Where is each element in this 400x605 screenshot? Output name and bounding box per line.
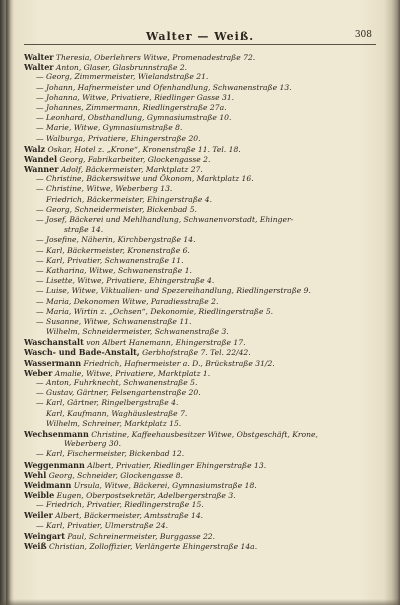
directory-entry	[24, 460, 376, 470]
running-head	[24, 30, 376, 46]
directory-entry	[24, 480, 376, 490]
directory-entry	[24, 205, 376, 215]
entry-surname: Wanner	[24, 164, 59, 175]
entry-text: — Christine, Witwe, Weberberg 13.	[36, 184, 173, 194]
entry-text: Wilhelm, Schneidermeister, Schwanenstraße 3.	[46, 327, 229, 337]
entry-text: — Karl, Privatier, Schwanenstraße 11.	[36, 255, 184, 265]
entry-text: — Luise, Witwe, Viktualien- und Spezereihandlung, Riedlingerstraße 9.	[36, 286, 311, 296]
entry-text: Amalie, Witwe, Privatiere, Marktplatz 1.	[52, 368, 211, 378]
entry-text: Christine, Kaffeehausbesitzer Witwe, Obstgeschäft, Krone,	[88, 429, 318, 439]
directory-entry	[24, 398, 376, 408]
entry-text: — Johanna, Witwe, Privatiere, Riedlinger Gasse 31.	[36, 92, 235, 102]
directory-entry	[24, 439, 376, 449]
directory-entry	[24, 368, 376, 378]
entry-text: Ursula, Witwe, Bäckerei, Gymnasiumstraße 18.	[71, 480, 257, 490]
entry-text: — Gustav, Gärtner, Felsengartenstraße 20.	[36, 388, 201, 398]
entry-surname: Weidmann	[24, 479, 72, 490]
entry-text: Georg, Schneider, Glockengasse 8.	[46, 470, 183, 480]
entry-text: Adolf, Bäckermeister, Marktplatz 27.	[58, 165, 203, 175]
entry-surname: Wassermann	[24, 357, 82, 368]
entry-text: Friedrich, Hafnermeister a. D., Brückstraße 31/2.	[81, 358, 275, 368]
directory-entry	[24, 286, 376, 296]
directory-entry	[24, 113, 376, 123]
directory-entry	[24, 297, 376, 307]
page-number: 308	[354, 30, 372, 40]
entry-text: Theresia, Oberlehrers Witwe, Promenadestraße 72.	[53, 53, 256, 62]
directory-entry	[24, 429, 376, 439]
book-fold-shadow	[6, 0, 11, 605]
directory-entry	[24, 195, 376, 205]
directory-entry	[24, 83, 376, 93]
directory-entry	[24, 134, 376, 144]
directory-entry	[24, 93, 376, 103]
directory-entry	[24, 256, 376, 266]
entry-surname: Wehl	[24, 469, 47, 480]
directory-entry	[24, 72, 376, 82]
directory-entry	[24, 164, 376, 174]
entry-text: Weberberg 30.	[64, 439, 122, 449]
entry-surname: Weggenmann	[24, 459, 85, 470]
entry-surname: Walz	[24, 143, 46, 154]
entry-text: — Christine, Bäckerswitwe und Ökonom, Marktplatz 16.	[36, 174, 254, 184]
entry-text: — Josefine, Näherin, Kirchbergstraße 14.	[36, 235, 196, 245]
entry-text: Anton, Glaser, Glasbrunnstraße 2.	[53, 63, 188, 73]
directory-entry	[24, 490, 376, 500]
entry-text: — Karl, Bäckermeister, Kronenstraße 6.	[36, 245, 190, 255]
entry-text: — Karl, Fischermeister, Bickenbad 12.	[36, 449, 185, 459]
directory-entry	[24, 144, 376, 154]
entry-text: Karl, Kaufmann, Waghäuslestraße 7.	[46, 408, 188, 418]
entry-text: Albert, Privatier, Riedlinger Ehingerstraße 13.	[84, 460, 267, 470]
directory-entry	[24, 154, 376, 164]
directory-entry	[24, 541, 376, 551]
entry-text: — Georg, Zimmermeister, Wielandstraße 21.	[36, 72, 209, 82]
directory-entry	[24, 307, 376, 317]
entry-surname: Waschanstalt	[24, 337, 84, 348]
entry-text: — Friedrich, Privatier, Riedlingerstraße 15.	[36, 500, 204, 510]
directory-entry	[24, 184, 376, 194]
directory-entry	[24, 266, 376, 276]
header-rule	[24, 44, 376, 45]
entry-surname: Weible	[24, 490, 55, 501]
entry-text: Gerbhofstraße 7. Tel. 22/42.	[139, 348, 251, 358]
entry-surname: Weingart	[24, 530, 65, 541]
entry-text: — Leonhard, Obsthandlung, Gymnasiumstraße 10.	[36, 113, 232, 123]
entry-text: — Johann, Hafnermeister und Ofenhandlung, Schwanenstraße 13.	[36, 82, 292, 92]
page-bottom-edge	[0, 599, 400, 605]
entry-text: Oskar, Hotel z. „Krone“, Kronenstraße 11. Tel. 18.	[45, 144, 241, 154]
entry-text: — Josef, Bäckerei und Mehlhandlung, Schwanenvorstadt, Ehinger-	[36, 215, 294, 224]
running-title: Walter — Weiß.	[145, 30, 255, 43]
entry-text: Eugen, Oberpostsekretär, Adelbergerstraße 3.	[54, 491, 236, 501]
directory-entry	[24, 347, 376, 357]
entry-text: — Katharina, Witwe, Schwanenstraße 1.	[36, 265, 192, 275]
directory-entry	[24, 317, 376, 327]
entry-text: — Maria, Dekonomen Witwe, Paradiesstraße 2.	[36, 296, 219, 306]
entry-surname: Walter	[24, 52, 54, 62]
directory-entry	[24, 500, 376, 510]
entry-text: — Maria, Wirtin z. „Ochsen“, Dekonomie, Riedlingerstraße 5.	[36, 306, 274, 316]
directory-entry	[24, 388, 376, 398]
entry-text: — Georg, Schneidermeister, Bickenbad 5.	[36, 204, 197, 214]
directory-entry	[24, 276, 376, 286]
entry-text: — Marie, Witwe, Gymnasiumstraße 8.	[36, 123, 183, 133]
directory-entry	[24, 174, 376, 184]
entry-text: — Anton, Fuhrknecht, Schwanenstraße 5.	[36, 378, 198, 387]
directory-entry	[24, 358, 376, 368]
directory-entry	[24, 215, 376, 225]
entry-surname: Wasch- und Bade-Anstalt,	[24, 347, 140, 358]
directory-entry	[24, 246, 376, 256]
directory-entry	[24, 62, 376, 72]
directory-page	[24, 30, 376, 551]
directory-entry	[24, 409, 376, 419]
entry-text: — Walburga, Privatiere, Ehingerstraße 20.	[36, 133, 201, 143]
entry-text: — Karl, Gärtner, Ringelbergstraße 4.	[36, 398, 179, 408]
entry-text: Paul, Schreinermeister, Burggasse 22.	[64, 531, 216, 541]
entry-text: von Albert Hanemann, Ehingerstraße 17.	[83, 338, 246, 348]
entry-text: — Susanne, Witwe, Schwanenstraße 11.	[36, 316, 192, 326]
entry-text: Christian, Zolloffizier, Verlängerte Ehingerstraße 14a.	[46, 542, 258, 551]
entry-text: Georg, Fabrikarbeiter, Glockengasse 2.	[57, 154, 211, 164]
entry-surname: Weiler	[24, 510, 53, 521]
directory-entry	[24, 449, 376, 459]
directory-entry	[24, 521, 376, 531]
entry-text: Wilhelm, Schreiner, Marktplatz 15.	[46, 418, 182, 428]
directory-entry	[24, 225, 376, 235]
entry-text: — Johannes, Zimmermann, Riedlingerstraße 27a.	[36, 102, 227, 112]
directory-entry	[24, 531, 376, 541]
entry-text: Friedrich, Bäckermeister, Ehingerstraße 4.	[46, 194, 213, 204]
entry-surname: Wechsenmann	[24, 428, 89, 439]
directory-entry	[24, 52, 376, 62]
directory-entry	[24, 123, 376, 133]
directory-entry	[24, 235, 376, 245]
entry-text: straße 14.	[64, 225, 104, 235]
entry-surname: Wandel	[24, 153, 58, 164]
directory-entry	[24, 103, 376, 113]
directory-entry	[24, 337, 376, 347]
directory-entry	[24, 327, 376, 337]
entry-text: — Karl, Privatier, Ulmerstraße 24.	[36, 520, 168, 530]
entry-text: — Lisette, Witwe, Privatiere, Ehingerstraße 4.	[36, 276, 215, 286]
entry-surname: Weber	[24, 367, 53, 378]
directory-entry	[24, 470, 376, 480]
directory-entry	[24, 419, 376, 429]
entry-text: Albert, Bäckermeister, Amtsstraße 14.	[52, 511, 204, 521]
directory-entry	[24, 378, 376, 388]
directory-entries	[24, 52, 376, 551]
entry-surname: Weiß	[24, 541, 47, 551]
directory-entry	[24, 510, 376, 520]
entry-surname: Walter	[24, 62, 54, 73]
